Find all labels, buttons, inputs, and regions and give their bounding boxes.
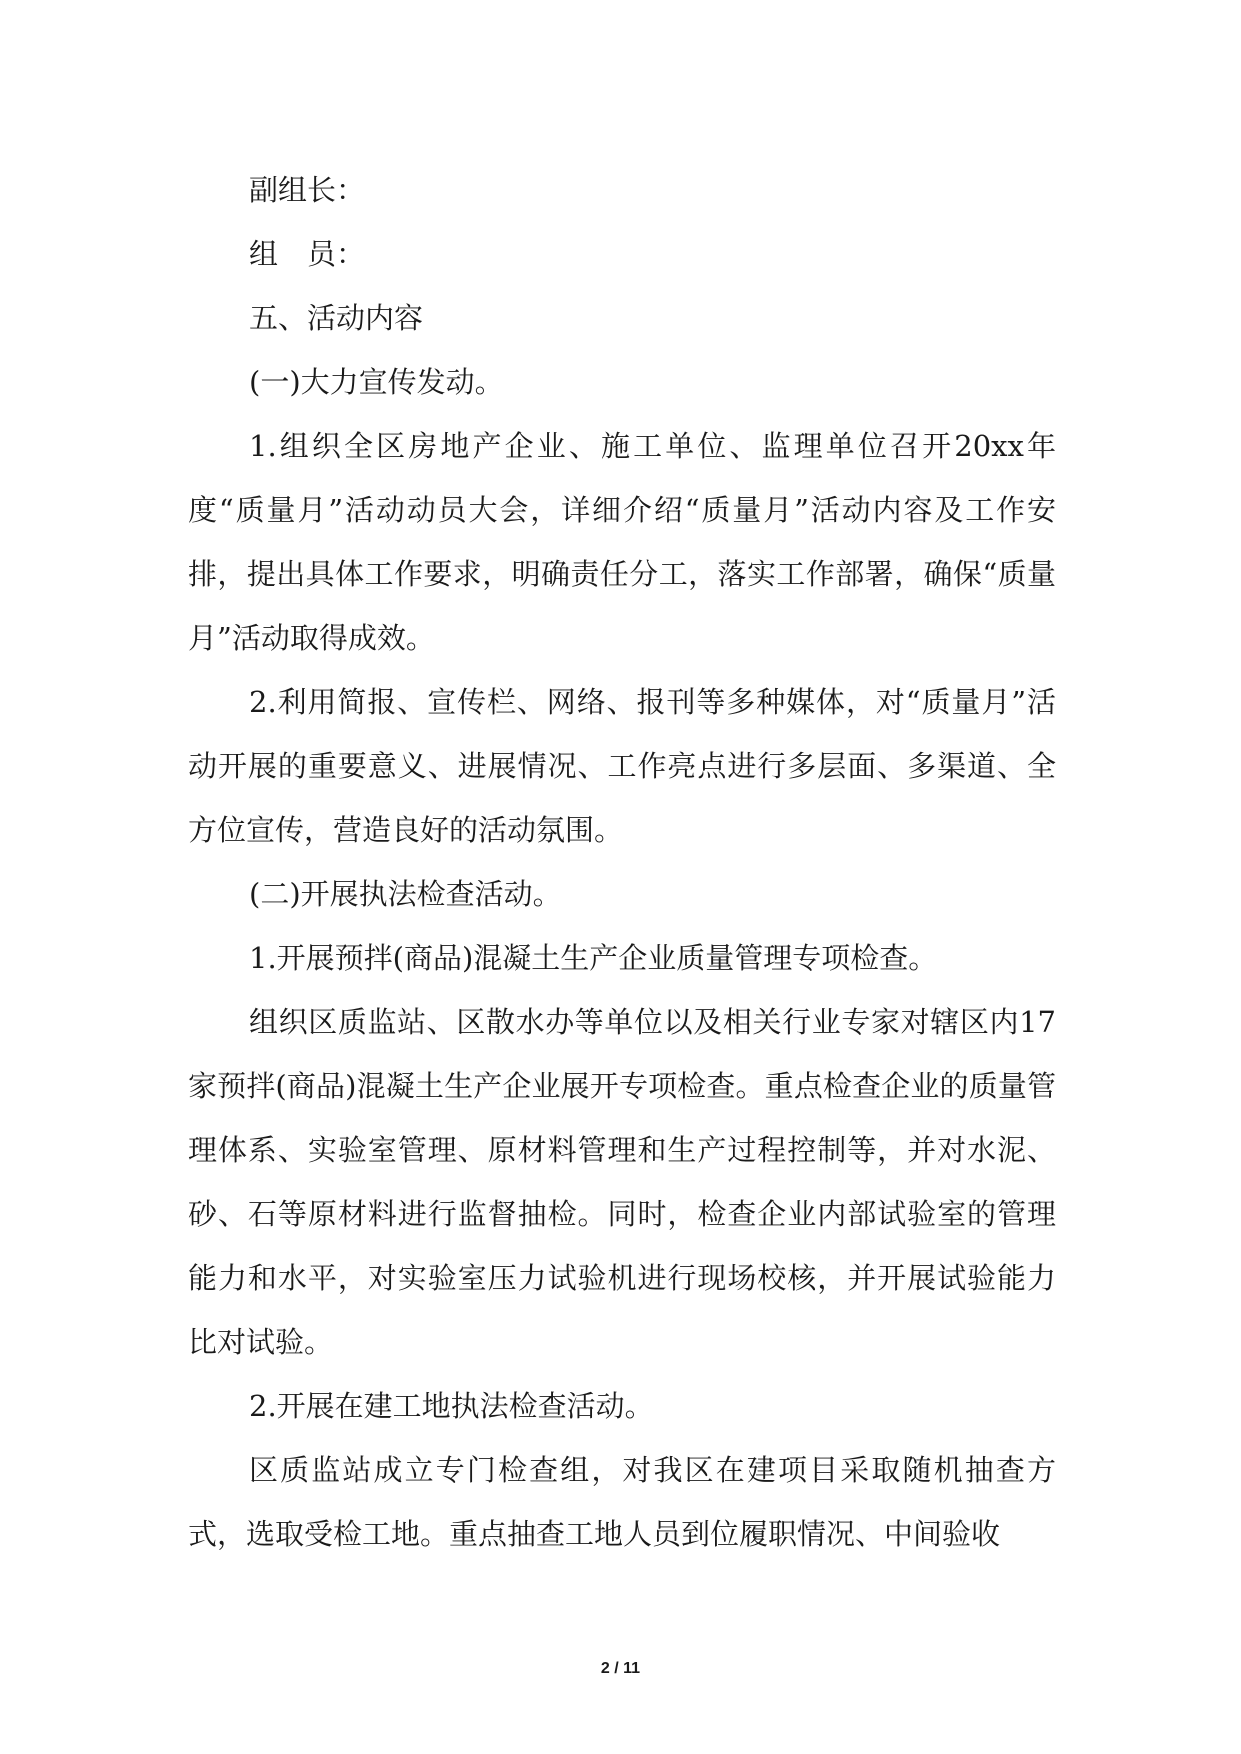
subheading-law-enforcement-inspection: (二)开展执法检查活动。 — [249, 877, 562, 911]
page-number: 2 / 11 — [600, 1660, 641, 1677]
body-text — [188, 158, 1056, 1566]
section-heading-activity-content: 五、活动内容 — [249, 301, 424, 335]
paragraph-deputy-leader: 副组长： — [249, 173, 366, 207]
paragraph-site-inspection-details: 区质监站成立专门检查组，对我区在建项目采取随机抽查方式，选取受检工地。重点抽查工地人员到位履职情况、中间验收 — [188, 1453, 1056, 1551]
paragraph-concrete-inspection-details: 组织区质监站、区散水办等单位以及相关行业专家对辖区内17家预拌(商品)混凝土生产企业展开专项检查。重点检查企业的质量管理体系、实验室管理、原材料管理和生产过程控制等，并对水泥、砂、石等原材料进行监督抽检。同时，检查企业内部试验室的管理能力和水平，对实验室压力试验机进行现场校核，并开展试验能力比对试验。 — [188, 1005, 1056, 1359]
paragraph-media-publicity: 2.利用简报、宣传栏、网络、报刊等多种媒体，对“质量月”活动开展的重要意义、进展情况、工作亮点进行多层面、多渠道、全方位宣传，营造良好的活动氛围。 — [188, 685, 1056, 847]
item-site-inspection: 2.开展在建工地执法检查活动。 — [249, 1389, 654, 1423]
paragraph-members: 组 员： — [249, 237, 366, 271]
item-concrete-inspection: 1.开展预拌(商品)混凝土生产企业质量管理专项检查。 — [249, 941, 938, 975]
subheading-publicity: (一)大力宣传发动。 — [249, 365, 504, 399]
paragraph-mobilization-meeting: 1.组织全区房地产企业、施工单位、监理单位召开20xx年度“质量月”活动动员大会，详细介绍“质量月”活动内容及工作安排，提出具体工作要求，明确责任分工，落实工作部署，确保“质量月”活动取得成效。 — [188, 429, 1056, 655]
